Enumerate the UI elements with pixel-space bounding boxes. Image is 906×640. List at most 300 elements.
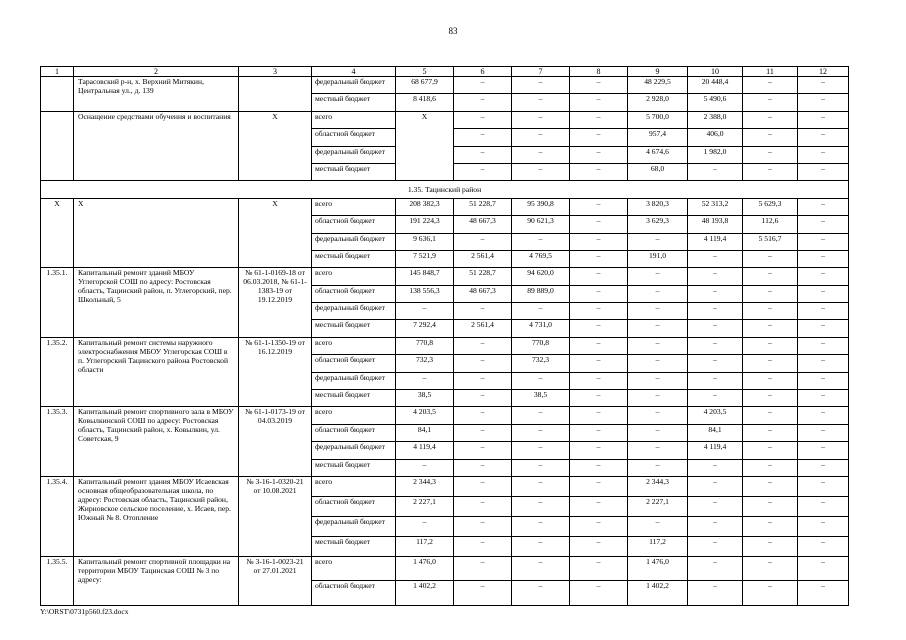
value-cell: –: [688, 459, 743, 476]
value-cell: 84,1: [688, 424, 743, 441]
value-cell: 406,0: [688, 129, 743, 146]
value-cell: 4 119,4: [688, 233, 743, 250]
funding-type: местный бюджет: [312, 390, 396, 407]
value-cell: 2 928,0: [628, 94, 688, 111]
value-cell: –: [743, 268, 798, 285]
value-cell: –: [454, 233, 512, 250]
item-document: X: [239, 198, 312, 268]
value-cell: 4 674,6: [628, 146, 688, 163]
value-cell: –: [570, 268, 628, 285]
value-cell: 95 390,8: [512, 198, 570, 215]
funding-type: областной бюджет: [312, 129, 396, 146]
value-cell: –: [743, 303, 798, 320]
value-cell: X: [396, 111, 454, 181]
value-cell: –: [454, 94, 512, 111]
value-cell: –: [798, 94, 849, 111]
value-cell: 7 292,4: [396, 320, 454, 337]
value-cell: –: [798, 536, 849, 556]
value-cell: –: [570, 424, 628, 441]
item-document: № 61-1-1350-19 от 16.12.2019: [239, 337, 312, 407]
value-cell: –: [743, 146, 798, 163]
value-cell: –: [454, 303, 512, 320]
value-cell: –: [570, 581, 628, 606]
value-cell: –: [512, 233, 570, 250]
value-cell: –: [628, 337, 688, 354]
item-number: 1.35.5.: [41, 556, 74, 605]
value-cell: 38,5: [512, 390, 570, 407]
value-cell: 5 516,7: [743, 233, 798, 250]
value-cell: –: [743, 77, 798, 94]
value-cell: –: [798, 337, 849, 354]
value-cell: –: [512, 146, 570, 163]
funding-type: областной бюджет: [312, 355, 396, 372]
value-cell: –: [512, 303, 570, 320]
value-cell: –: [628, 407, 688, 424]
value-cell: –: [628, 233, 688, 250]
value-cell: –: [454, 390, 512, 407]
value-cell: –: [688, 556, 743, 580]
column-number: 7: [512, 67, 570, 77]
column-number: 10: [688, 67, 743, 77]
value-cell: –: [743, 556, 798, 580]
value-cell: –: [570, 163, 628, 180]
value-cell: –: [798, 459, 849, 476]
column-number: 2: [74, 67, 239, 77]
value-cell: –: [798, 476, 849, 496]
value-cell: 90 621,3: [512, 216, 570, 233]
value-cell: –: [454, 424, 512, 441]
value-cell: –: [798, 496, 849, 516]
value-cell: –: [743, 355, 798, 372]
value-cell: –: [798, 424, 849, 441]
value-cell: 8 418,6: [396, 94, 454, 111]
table-row: [41, 337, 849, 354]
value-cell: –: [570, 516, 628, 536]
column-number: 4: [312, 67, 396, 77]
column-number: 6: [454, 67, 512, 77]
value-cell: –: [743, 476, 798, 496]
value-cell: –: [454, 337, 512, 354]
value-cell: 1 402,2: [628, 581, 688, 606]
item-number: [41, 111, 74, 181]
value-cell: 1 982,0: [688, 146, 743, 163]
value-cell: –: [512, 496, 570, 516]
value-cell: 2 344,3: [628, 476, 688, 496]
item-document: № 61-1-0173-19 от 04.03.2019: [239, 407, 312, 477]
value-cell: 89 889,0: [512, 285, 570, 302]
value-cell: –: [798, 111, 849, 128]
value-cell: –: [570, 372, 628, 389]
funding-type: местный бюджет: [312, 94, 396, 111]
value-cell: –: [454, 536, 512, 556]
value-cell: 68 677,9: [396, 77, 454, 94]
value-cell: –: [798, 163, 849, 180]
item-description: Капитальный ремонт спортивного зала в МБОУ Ковылкинской СОШ по адресу: Ростовская область, Тацинский район, х. Ковылкин, ул. Советская, 9: [74, 407, 239, 477]
value-cell: 208 382,3: [396, 198, 454, 215]
value-cell: –: [798, 581, 849, 606]
value-cell: 2 561,4: [454, 250, 512, 267]
value-cell: –: [688, 163, 743, 180]
value-cell: –: [454, 77, 512, 94]
value-cell: 1 476,0: [628, 556, 688, 580]
table-body: [41, 77, 849, 606]
value-cell: –: [688, 496, 743, 516]
item-number: X: [41, 198, 74, 268]
value-cell: –: [798, 390, 849, 407]
item-number: 1.35.3.: [41, 407, 74, 477]
value-cell: –: [570, 536, 628, 556]
value-cell: 2 227,1: [396, 496, 454, 516]
value-cell: –: [512, 94, 570, 111]
value-cell: –: [570, 77, 628, 94]
value-cell: –: [743, 372, 798, 389]
value-cell: –: [798, 129, 849, 146]
value-cell: –: [512, 407, 570, 424]
item-description: Тарасовский р-н, х. Верхний Митякин, Центральная ул., д. 139: [74, 77, 239, 112]
item-description: X: [74, 198, 239, 268]
value-cell: –: [688, 476, 743, 496]
item-document: [239, 77, 312, 112]
value-cell: –: [454, 581, 512, 606]
value-cell: 191 224,3: [396, 216, 454, 233]
item-number: [41, 77, 74, 112]
value-cell: –: [688, 372, 743, 389]
column-number: 9: [628, 67, 688, 77]
value-cell: 51 228,7: [454, 198, 512, 215]
value-cell: –: [570, 285, 628, 302]
funding-type: федеральный бюджет: [312, 233, 396, 250]
value-cell: 48 667,3: [454, 216, 512, 233]
value-cell: 3 629,3: [628, 216, 688, 233]
value-cell: –: [688, 355, 743, 372]
value-cell: 84,1: [396, 424, 454, 441]
value-cell: 68,0: [628, 163, 688, 180]
funding-type: федеральный бюджет: [312, 516, 396, 536]
column-number: 8: [570, 67, 628, 77]
value-cell: –: [570, 337, 628, 354]
funding-type: областной бюджет: [312, 581, 396, 606]
funding-type: всего: [312, 198, 396, 215]
value-cell: –: [628, 424, 688, 441]
value-cell: 112,6: [743, 216, 798, 233]
value-cell: –: [628, 372, 688, 389]
item-description: Капитальный ремонт здания МБОУ Исаевская основная общеобразовательная школа, по адресу: Ростовская область, Тацинский район, Жирновское сельское поселение, х. Исаев, пер. Южный № 8. Отопление: [74, 476, 239, 556]
item-number: 1.35.2.: [41, 337, 74, 407]
value-cell: –: [570, 390, 628, 407]
value-cell: –: [743, 581, 798, 606]
value-cell: 770,8: [396, 337, 454, 354]
funding-type: всего: [312, 476, 396, 496]
column-number-row: [41, 67, 849, 77]
value-cell: –: [743, 536, 798, 556]
value-cell: –: [743, 442, 798, 459]
value-cell: 1 476,0: [396, 556, 454, 580]
value-cell: –: [798, 146, 849, 163]
value-cell: –: [688, 516, 743, 536]
funding-type: всего: [312, 111, 396, 128]
value-cell: –: [743, 407, 798, 424]
value-cell: –: [512, 77, 570, 94]
value-cell: –: [570, 250, 628, 267]
funding-type: федеральный бюджет: [312, 372, 396, 389]
funding-type: областной бюджет: [312, 424, 396, 441]
value-cell: –: [570, 129, 628, 146]
item-number: 1.35.4.: [41, 476, 74, 556]
table-header: [41, 67, 849, 77]
funding-type: всего: [312, 268, 396, 285]
value-cell: –: [798, 268, 849, 285]
value-cell: 2 388,0: [688, 111, 743, 128]
value-cell: –: [454, 476, 512, 496]
funding-type: федеральный бюджет: [312, 442, 396, 459]
value-cell: –: [743, 285, 798, 302]
value-cell: –: [454, 163, 512, 180]
table-row: [41, 77, 849, 94]
value-cell: –: [454, 459, 512, 476]
column-number: 12: [798, 67, 849, 77]
value-cell: –: [743, 496, 798, 516]
value-cell: 117,2: [628, 536, 688, 556]
value-cell: –: [688, 285, 743, 302]
column-number: 3: [239, 67, 312, 77]
funding-type: местный бюджет: [312, 250, 396, 267]
value-cell: –: [570, 442, 628, 459]
value-cell: –: [798, 320, 849, 337]
column-number: 1: [41, 67, 74, 77]
value-cell: 1 402,2: [396, 581, 454, 606]
value-cell: –: [628, 285, 688, 302]
value-cell: –: [570, 320, 628, 337]
value-cell: –: [798, 198, 849, 215]
value-cell: 138 556,3: [396, 285, 454, 302]
value-cell: –: [743, 250, 798, 267]
item-document: № 3-16-1-0023-21 от 27.01.2021: [239, 556, 312, 605]
value-cell: –: [688, 250, 743, 267]
value-cell: –: [570, 198, 628, 215]
value-cell: –: [743, 129, 798, 146]
value-cell: 51 228,7: [454, 268, 512, 285]
value-cell: –: [743, 111, 798, 128]
item-document: X: [239, 111, 312, 181]
value-cell: –: [570, 459, 628, 476]
value-cell: –: [396, 516, 454, 536]
value-cell: 4 203,5: [688, 407, 743, 424]
value-cell: –: [798, 407, 849, 424]
value-cell: 4 119,4: [688, 442, 743, 459]
funding-type: местный бюджет: [312, 163, 396, 180]
table-row: [41, 268, 849, 285]
funding-type: федеральный бюджет: [312, 303, 396, 320]
value-cell: 770,8: [512, 337, 570, 354]
value-cell: –: [454, 496, 512, 516]
value-cell: –: [512, 516, 570, 536]
funding-type: местный бюджет: [312, 459, 396, 476]
value-cell: –: [798, 77, 849, 94]
value-cell: –: [454, 516, 512, 536]
value-cell: –: [512, 111, 570, 128]
value-cell: 4 731,0: [512, 320, 570, 337]
value-cell: –: [512, 476, 570, 496]
value-cell: –: [743, 424, 798, 441]
item-description: Оснащение средствами обучения и воспитания: [74, 111, 239, 181]
value-cell: –: [798, 285, 849, 302]
value-cell: –: [688, 268, 743, 285]
funding-type: федеральный бюджет: [312, 77, 396, 94]
value-cell: –: [628, 516, 688, 536]
value-cell: –: [570, 111, 628, 128]
value-cell: 94 620,0: [512, 268, 570, 285]
value-cell: –: [798, 556, 849, 580]
section-title: 1.35. Тацинский район: [41, 181, 849, 198]
value-cell: –: [628, 355, 688, 372]
value-cell: 4 119,4: [396, 442, 454, 459]
funding-type: областной бюджет: [312, 285, 396, 302]
value-cell: –: [688, 390, 743, 407]
value-cell: –: [570, 476, 628, 496]
value-cell: –: [512, 536, 570, 556]
value-cell: –: [743, 94, 798, 111]
value-cell: –: [743, 459, 798, 476]
value-cell: –: [628, 442, 688, 459]
value-cell: –: [512, 459, 570, 476]
table-row: [41, 198, 849, 215]
value-cell: 52 313,2: [688, 198, 743, 215]
value-cell: 48 667,3: [454, 285, 512, 302]
value-cell: 2 344,3: [396, 476, 454, 496]
column-number: 5: [396, 67, 454, 77]
value-cell: –: [570, 556, 628, 580]
value-cell: –: [570, 407, 628, 424]
funding-type: местный бюджет: [312, 320, 396, 337]
value-cell: 3 820,3: [628, 198, 688, 215]
value-cell: –: [454, 111, 512, 128]
value-cell: –: [743, 163, 798, 180]
value-cell: –: [798, 516, 849, 536]
item-document: № 61-1-0169-18 от 06.03.2018, № 61-1-1383-19 от 19.12.2019: [239, 268, 312, 338]
value-cell: –: [743, 390, 798, 407]
value-cell: –: [798, 442, 849, 459]
value-cell: –: [454, 442, 512, 459]
value-cell: –: [798, 233, 849, 250]
value-cell: –: [396, 372, 454, 389]
value-cell: –: [743, 337, 798, 354]
item-description: Капитальный ремонт спортивной площадки на территории МБОУ Тацинская СОШ № 3 по адресу:: [74, 556, 239, 605]
value-cell: –: [570, 233, 628, 250]
value-cell: –: [570, 496, 628, 516]
value-cell: 7 521,9: [396, 250, 454, 267]
value-cell: –: [798, 216, 849, 233]
value-cell: –: [454, 129, 512, 146]
value-cell: 732,3: [512, 355, 570, 372]
funding-type: всего: [312, 556, 396, 580]
funding-type: местный бюджет: [312, 536, 396, 556]
value-cell: –: [570, 146, 628, 163]
funding-type: областной бюджет: [312, 496, 396, 516]
value-cell: –: [798, 355, 849, 372]
value-cell: –: [570, 94, 628, 111]
value-cell: 145 848,7: [396, 268, 454, 285]
value-cell: –: [512, 581, 570, 606]
value-cell: 2 561,4: [454, 320, 512, 337]
value-cell: –: [743, 516, 798, 536]
value-cell: –: [512, 442, 570, 459]
value-cell: –: [454, 146, 512, 163]
funding-type: всего: [312, 337, 396, 354]
value-cell: –: [396, 303, 454, 320]
value-cell: 9 636,1: [396, 233, 454, 250]
value-cell: 732,3: [396, 355, 454, 372]
value-cell: –: [688, 337, 743, 354]
value-cell: –: [743, 320, 798, 337]
value-cell: 4 769,5: [512, 250, 570, 267]
value-cell: –: [628, 268, 688, 285]
value-cell: 48 193,8: [688, 216, 743, 233]
value-cell: –: [454, 556, 512, 580]
value-cell: 191,0: [628, 250, 688, 267]
item-description: Капитальный ремонт системы наружного электроснабжения МБОУ Углегорская СОШ в п. Углегорский Тацинского района Ростовской области: [74, 337, 239, 407]
value-cell: –: [454, 407, 512, 424]
value-cell: –: [570, 355, 628, 372]
value-cell: –: [798, 303, 849, 320]
value-cell: –: [512, 129, 570, 146]
value-cell: –: [454, 355, 512, 372]
value-cell: –: [628, 459, 688, 476]
value-cell: –: [570, 303, 628, 320]
value-cell: 957,4: [628, 129, 688, 146]
item-description: Капитальный ремонт зданий МБОУ Углегорской СОШ по адресу: Ростовская область, Тацинский район, п. Углегорский, пер. Школьный, 5: [74, 268, 239, 338]
value-cell: 5 629,3: [743, 198, 798, 215]
value-cell: –: [628, 303, 688, 320]
table-row: [41, 407, 849, 424]
value-cell: 4 203,5: [396, 407, 454, 424]
value-cell: 5 700,0: [628, 111, 688, 128]
value-cell: –: [512, 556, 570, 580]
value-cell: –: [688, 581, 743, 606]
table-row: [41, 111, 849, 128]
funding-type: областной бюджет: [312, 216, 396, 233]
column-number: 11: [743, 67, 798, 77]
value-cell: 20 448,4: [688, 77, 743, 94]
value-cell: 38,5: [396, 390, 454, 407]
value-cell: –: [688, 536, 743, 556]
value-cell: –: [512, 372, 570, 389]
value-cell: –: [798, 372, 849, 389]
value-cell: –: [454, 372, 512, 389]
budget-table: [40, 66, 849, 606]
funding-type: всего: [312, 407, 396, 424]
value-cell: –: [798, 250, 849, 267]
value-cell: –: [512, 424, 570, 441]
section-row: [41, 181, 849, 198]
footer-file-path: Y:\ORST\0731p560.f23.docx: [40, 607, 129, 616]
page-number: 83: [448, 26, 458, 36]
table-row: [41, 556, 849, 580]
table-row: [41, 476, 849, 496]
value-cell: –: [688, 303, 743, 320]
value-cell: 117,2: [396, 536, 454, 556]
value-cell: 2 227,1: [628, 496, 688, 516]
value-cell: –: [628, 320, 688, 337]
item-number: 1.35.1.: [41, 268, 74, 338]
value-cell: –: [628, 390, 688, 407]
item-document: № 3-16-1-0320-21 от 10.08.2021: [239, 476, 312, 556]
funding-type: федеральный бюджет: [312, 146, 396, 163]
value-cell: –: [512, 163, 570, 180]
value-cell: –: [570, 216, 628, 233]
value-cell: –: [688, 320, 743, 337]
value-cell: 48 229,5: [628, 77, 688, 94]
value-cell: 5 490,6: [688, 94, 743, 111]
